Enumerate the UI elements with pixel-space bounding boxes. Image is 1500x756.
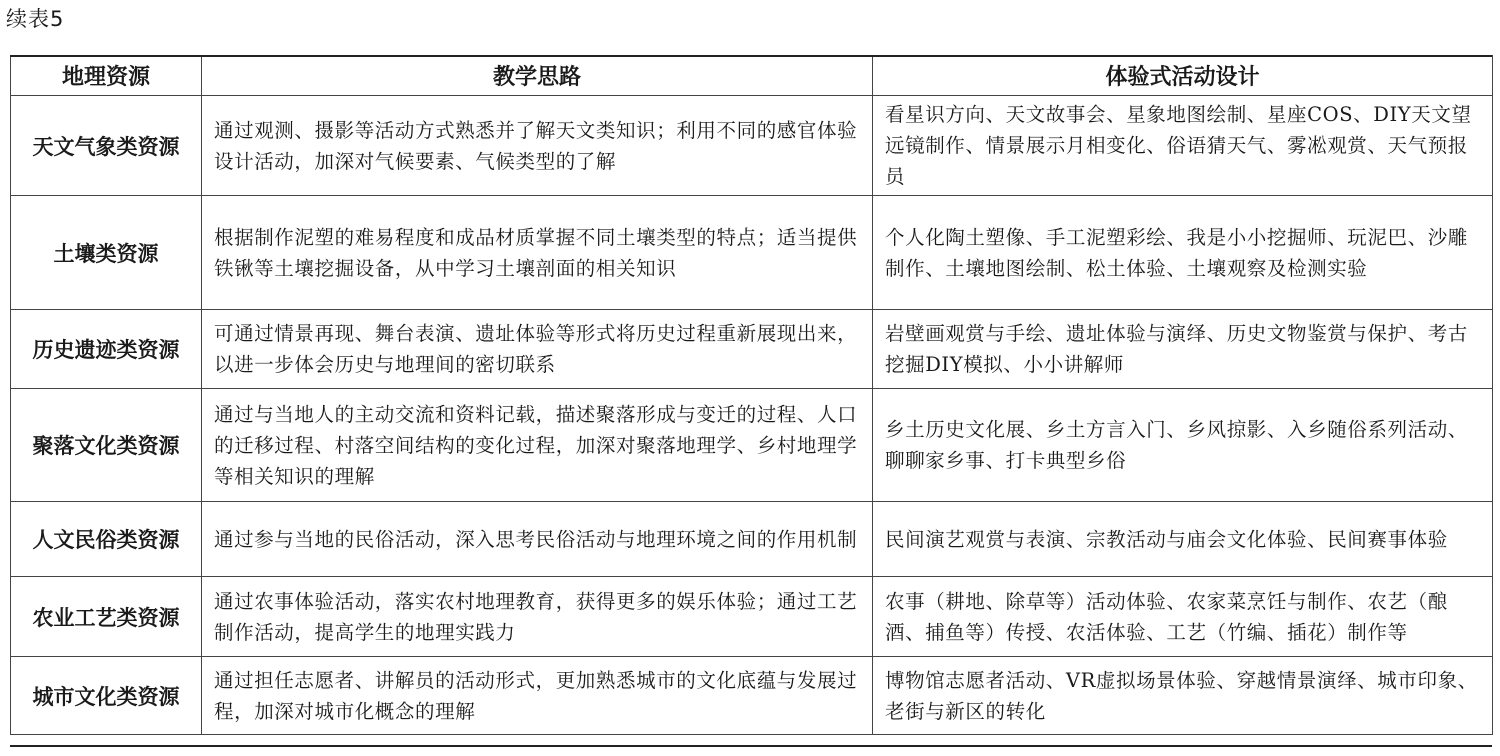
- approach-cell: 根据制作泥塑的难易程度和成品材质掌握不同土壤类型的特点；适当提供铁锹等土壤挖掘设备，从中学习土壤剖面的相关知识: [202, 196, 873, 310]
- activities-cell: 个人化陶土塑像、手工泥塑彩绘、我是小小挖掘师、玩泥巴、沙雕制作、土壤地图绘制、松土体验、土壤观察及检测实验: [873, 196, 1493, 310]
- table-header-row: [11, 55, 1493, 96]
- approach-cell: 通过观测、摄影等活动方式熟悉并了解天文类知识；利用不同的感官体验设计活动，加深对气候要素、气候类型的了解: [202, 96, 873, 196]
- table-row: [11, 657, 1493, 735]
- approach-cell: 通过与当地人的主动交流和资料记载，描述聚落形成与变迁的过程、人口的迁移过程、村落空间结构的变化过程，加深对聚落地理学、乡村地理学等相关知识的理解: [202, 389, 873, 502]
- approach-cell: 可通过情景再现、舞台表演、遗址体验等形式将历史过程重新展现出来，以进一步体会历史与地理间的密切联系: [202, 310, 873, 389]
- activities-cell: 看星识方向、天文故事会、星象地图绘制、星座COS、DIY天文望远镜制作、情景展示月相变化、俗语猜天气、雾凇观赏、天气预报员: [873, 96, 1493, 196]
- table-row: [11, 389, 1493, 502]
- resource-cell: 聚落文化类资源: [11, 389, 202, 502]
- resource-cell: 人文民俗类资源: [11, 502, 202, 577]
- table-row: [11, 96, 1493, 196]
- table-caption: 续表5: [6, 7, 65, 31]
- activities-cell: 博物馆志愿者活动、VR虚拟场景体验、穿越情景演绎、城市印象、老街与新区的转化: [873, 657, 1493, 735]
- table-row: [11, 577, 1493, 657]
- activities-cell: 岩壁画观赏与手绘、遗址体验与演绎、历史文物鉴赏与保护、考古挖掘DIY模拟、小小讲解师: [873, 310, 1493, 389]
- resource-cell: 土壤类资源: [11, 196, 202, 310]
- header-activities: 体验式活动设计: [873, 55, 1493, 96]
- activities-cell: 民间演艺观赏与表演、宗教活动与庙会文化体验、民间赛事体验: [873, 502, 1493, 577]
- activities-cell: 乡土历史文化展、乡土方言入门、乡风掠影、入乡随俗系列活动、聊聊家乡事、打卡典型乡俗: [873, 389, 1493, 502]
- resource-activity-table: [10, 55, 1493, 735]
- table-bottom-rule: [10, 745, 1492, 747]
- approach-cell: 通过农事体验活动，落实农村地理教育，获得更多的娱乐体验；通过工艺制作活动，提高学生的地理实践力: [202, 577, 873, 657]
- table-row: [11, 310, 1493, 389]
- header-resource: 地理资源: [11, 55, 202, 96]
- header-approach: 教学思路: [202, 55, 873, 96]
- resource-cell: 天文气象类资源: [11, 96, 202, 196]
- resource-cell: 城市文化类资源: [11, 657, 202, 735]
- activities-cell: 农事（耕地、除草等）活动体验、农家菜烹饪与制作、农艺（酿酒、捕鱼等）传授、农活体验、工艺（竹编、插花）制作等: [873, 577, 1493, 657]
- approach-cell: 通过担任志愿者、讲解员的活动形式，更加熟悉城市的文化底蕴与发展过程，加深对城市化概念的理解: [202, 657, 873, 735]
- resource-cell: 农业工艺类资源: [11, 577, 202, 657]
- approach-cell: 通过参与当地的民俗活动，深入思考民俗活动与地理环境之间的作用机制: [202, 502, 873, 577]
- resource-cell: 历史遗迹类资源: [11, 310, 202, 389]
- table-row: [11, 502, 1493, 577]
- table-row: [11, 196, 1493, 310]
- table-top-rule: [10, 55, 1492, 57]
